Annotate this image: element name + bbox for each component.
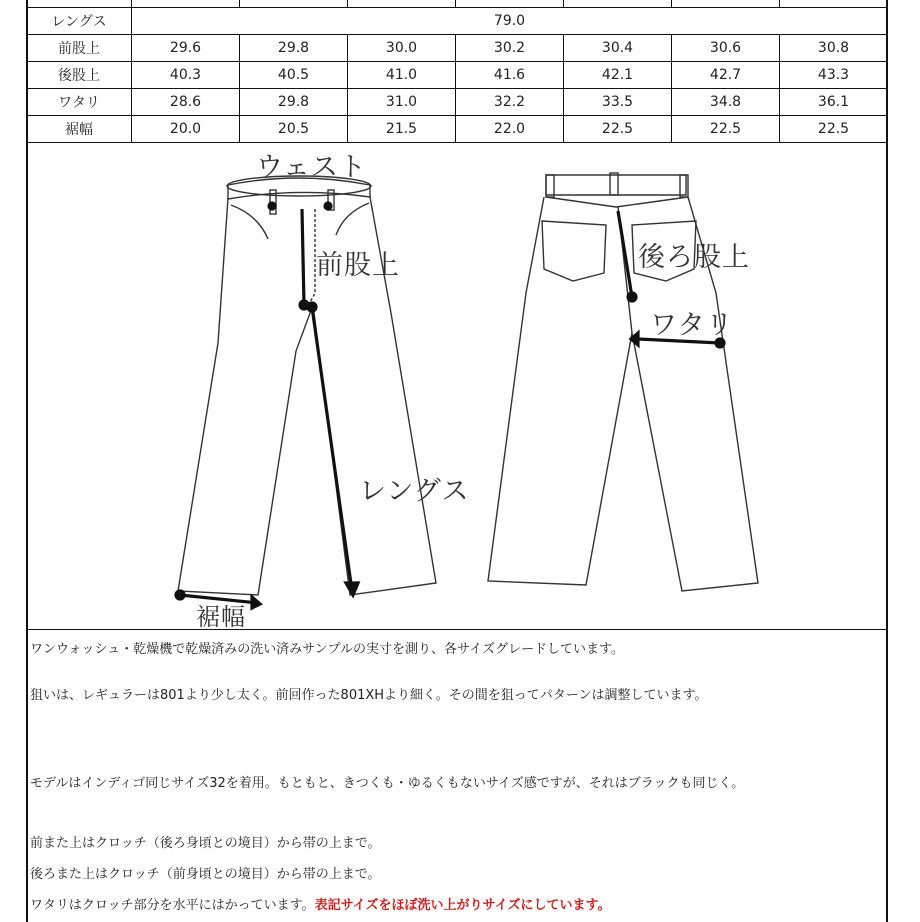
back-rise-label: 後ろ股上 <box>638 242 750 273</box>
note-line: ワンウォッシュ・乾燥機で乾燥済みの洗い済みサンプルの実寸を測り、各サイズグレードしています。 <box>30 642 624 657</box>
table-cell: 21.5 <box>348 116 456 143</box>
table-row <box>27 62 888 89</box>
table-cell: 42.1 <box>564 62 672 89</box>
table-cell: 41.6 <box>456 62 564 89</box>
table-cell: 29.8 <box>240 35 348 62</box>
row-label: 後股上 <box>27 62 132 89</box>
waist-label: ウェスト <box>256 152 367 183</box>
row-label: ワタリ <box>27 89 132 116</box>
thigh-label: ワタリ <box>650 310 734 341</box>
table-row <box>27 35 888 62</box>
table-cell: 22.5 <box>564 116 672 143</box>
table-cell: 20.5 <box>240 116 348 143</box>
size-table <box>26 0 888 143</box>
table-cell: 29.8 <box>240 89 348 116</box>
table-cell: 30.8 <box>780 35 888 62</box>
row-label: レングス <box>27 8 132 35</box>
table-cell <box>780 0 888 8</box>
table-cell <box>240 0 348 8</box>
table-cell <box>348 0 456 8</box>
table-cell: 42.7 <box>672 62 780 89</box>
table-row <box>27 116 888 143</box>
table-cell <box>672 0 780 8</box>
table-cell: 31.0 <box>348 89 456 116</box>
front-pants-outline <box>178 176 436 595</box>
pants-illustration <box>26 143 888 629</box>
note-line: 前また上はクロッチ（後ろ身頃との境目）から帯の上まで。 <box>30 836 381 851</box>
front-rise-label: 前股上 <box>316 250 400 281</box>
table-cell: 30.6 <box>672 35 780 62</box>
table-header-row <box>27 0 888 8</box>
note-text: ワタリはクロッチ部分を水平にはかっています。 <box>30 898 315 913</box>
measurement-diagram <box>26 143 888 630</box>
table-cell: 29.6 <box>132 35 240 62</box>
table-cell: 40.3 <box>132 62 240 89</box>
table-cell <box>564 0 672 8</box>
table-cell: 33.5 <box>564 89 672 116</box>
table-row <box>27 89 888 116</box>
note-line: 狙いは、レギュラーは801より少し太く。前回作った801XHより細く。その間を狙ってパターンは調整しています。 <box>30 688 708 703</box>
table-cell: 30.0 <box>348 35 456 62</box>
table-cell: 40.5 <box>240 62 348 89</box>
table-cell: 20.0 <box>132 116 240 143</box>
table-cell: 34.8 <box>672 89 780 116</box>
table-cell: 41.0 <box>348 62 456 89</box>
table-cell <box>456 0 564 8</box>
table-cell: 30.2 <box>456 35 564 62</box>
row-label: 裾幅 <box>27 116 132 143</box>
row-label: 前股上 <box>27 35 132 62</box>
note-line: 後ろまた上はクロッチ（前身頃との境目）から帯の上まで。 <box>30 867 381 882</box>
length-label: レングス <box>359 476 470 507</box>
note-line: モデルはインディゴ同じサイズ32を着用。もともと、きつくも・ゆるくもないサイズ感ですが、それはブラックも同じく。 <box>30 776 745 791</box>
table-cell: 36.1 <box>780 89 888 116</box>
table-cell: 32.2 <box>456 89 564 116</box>
table-cell-merged: 79.0 <box>132 8 888 35</box>
note-line <box>30 894 610 913</box>
table-cell <box>27 0 132 8</box>
table-cell: 22.5 <box>672 116 780 143</box>
table-cell: 22.0 <box>456 116 564 143</box>
table-cell: 43.3 <box>780 62 888 89</box>
table-cell <box>132 0 240 8</box>
table-cell: 30.4 <box>564 35 672 62</box>
table-cell: 22.5 <box>780 116 888 143</box>
table-row <box>27 8 888 35</box>
hem-label: 裾幅 <box>196 603 246 631</box>
table-cell: 28.6 <box>132 89 240 116</box>
note-emphasis: 表記サイズをほぼ洗い上がりサイズにしています。 <box>314 898 611 913</box>
